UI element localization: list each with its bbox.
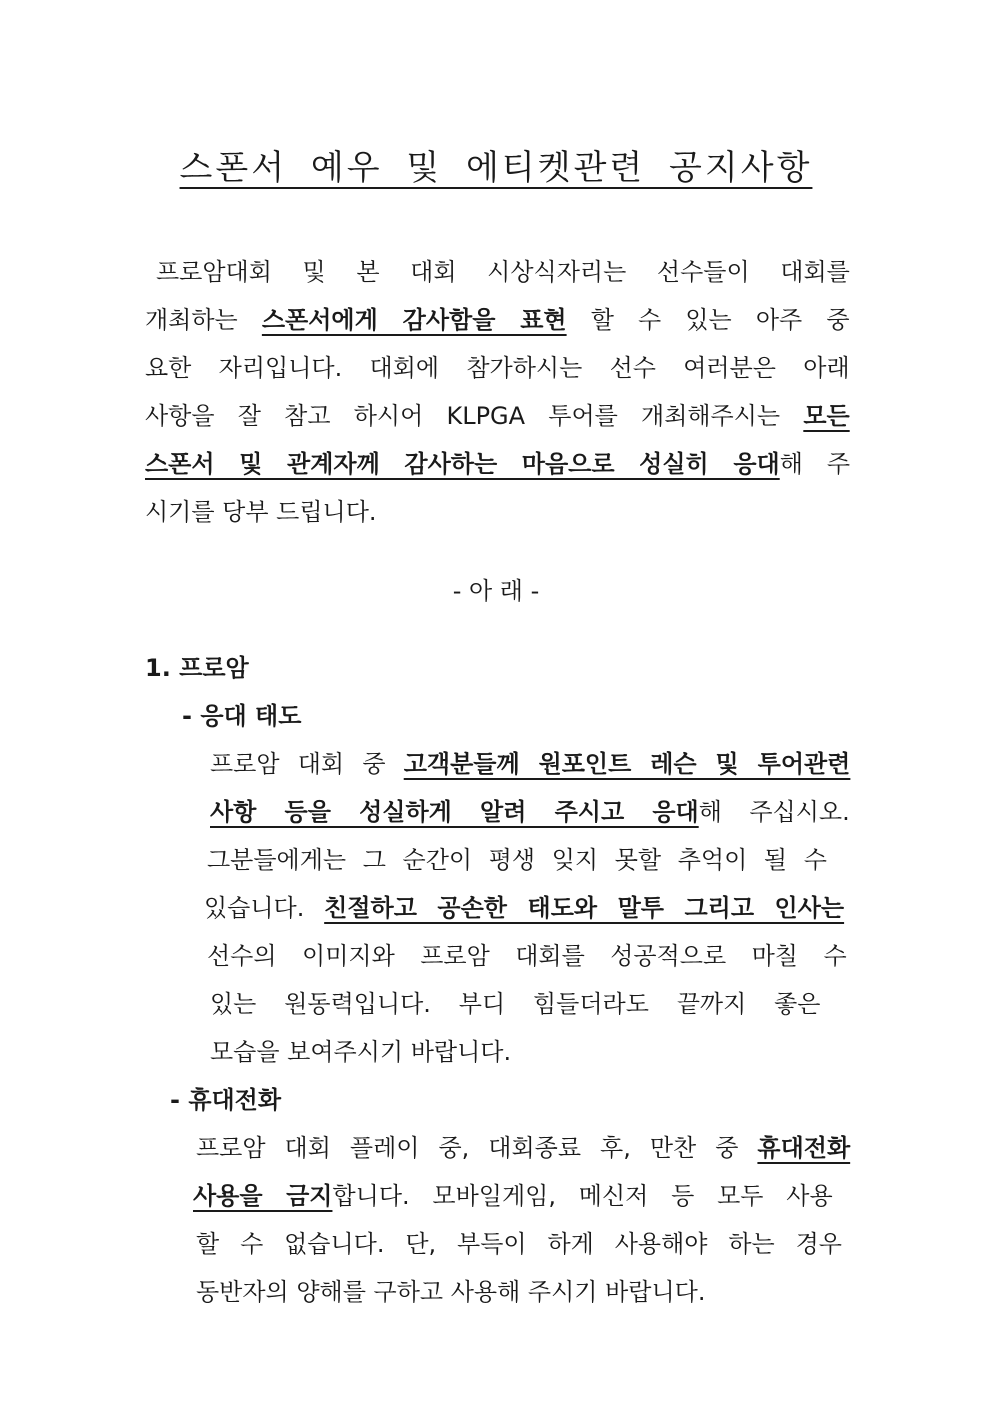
phone-emphasis-1: 휴대전화 (757, 1134, 851, 1162)
sub-heading-attitude: - 응대 태도 (182, 702, 302, 730)
phone-line-3: 할 수 없습니다. 단, 부득이 하게 사용해야 하는 경우 (196, 1230, 842, 1258)
attitude-line-4: 있습니다. 친절하고 공손한 태도와 말투 그리고 인사는 (204, 894, 845, 922)
notice-heading: - 아 래 - (452, 577, 540, 605)
intro-line-2: 개최하는 스폰서에게 감사함을 표현 할 수 있는 아주 중 (145, 306, 850, 334)
attitude-line-1: 프로암 대회 중 고객분들께 원포인트 레슨 및 투어관련 (210, 750, 851, 778)
document-title (0, 140, 992, 189)
attitude-emphasis-1: 고객분들께 원포인트 레슨 및 투어관련 (403, 750, 851, 778)
attitude-line-5: 선수의 이미지와 프로암 대회를 성공적으로 마칠 수 (207, 942, 847, 970)
attitude-emphasis-2: 사항 등을 성실하게 알려 주시고 응대 (210, 798, 699, 826)
phone-line-1: 프로암 대회 플레이 중, 대회종료 후, 만찬 중 휴대전화 (196, 1134, 851, 1162)
section-1-heading: 1. 프로암 (145, 654, 249, 682)
intro-emphasis-sponsor: 스폰서에게 감사함을 표현 (261, 306, 567, 334)
attitude-line-2: 사항 등을 성실하게 알려 주시고 응대해 주십시오. (210, 798, 850, 826)
intro-emphasis-all: 모든 (803, 402, 850, 430)
attitude-emphasis-3: 친절하고 공손한 태도와 말투 그리고 인사는 (324, 894, 845, 922)
attitude-line-3: 그분들에게는 그 순간이 평생 잊지 못할 추억이 될 수 (207, 846, 827, 874)
intro-line-1: 프로암대회 및 본 대회 시상식자리는 선수들이 대회를 (156, 258, 850, 286)
intro-line-6: 시기를 당부 드립니다. (145, 498, 377, 526)
title-text: 스폰서 예우 및 에티켓관련 공지사항 (179, 148, 813, 188)
intro-line-4: 사항을 잘 참고 하시어 KLPGA 투어를 개최해주시는 모든 (145, 402, 850, 430)
intro-line-5: 스폰서 및 관계자께 감사하는 마음으로 성실히 응대해 주 (145, 450, 851, 478)
sub-heading-phone: - 휴대전화 (170, 1086, 282, 1114)
attitude-line-6: 있는 원동력입니다. 부디 힘들더라도 끝까지 좋은 (210, 990, 821, 1018)
attitude-line-7: 모습을 보여주시기 바랍니다. (210, 1038, 512, 1066)
phone-emphasis-2: 사용을 금지 (193, 1182, 333, 1210)
phone-line-2: 사용을 금지합니다. 모바일게임, 메신저 등 모두 사용 (193, 1182, 833, 1210)
intro-emphasis-thanks: 스폰서 및 관계자께 감사하는 마음으로 성실히 응대 (145, 450, 780, 478)
phone-line-4: 동반자의 양해를 구하고 사용해 주시기 바랍니다. (196, 1278, 706, 1306)
intro-line-3: 요한 자리입니다. 대회에 참가하시는 선수 여러분은 아래 (145, 354, 850, 382)
